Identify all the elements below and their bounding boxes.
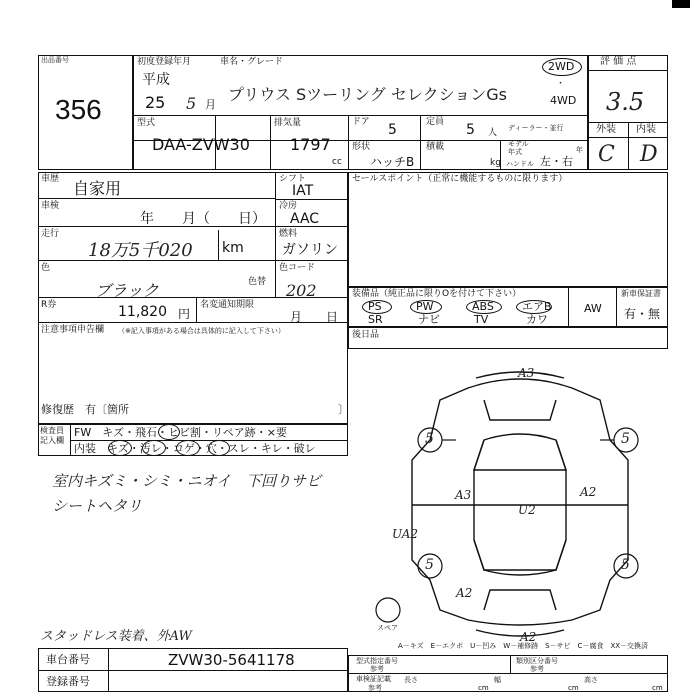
color-change-label: 色替 [248,277,267,287]
class-label: 類別区分番号 [516,657,558,665]
warranty-label: 新車保証書 [621,289,661,298]
equipment-label: 装備品（純正品に限りOを付けて下さい） [352,289,522,299]
model-code: DAA-ZVW30 [152,135,250,154]
remarks-note: （※記入事項がある場合は具体的に記入して下さい） [118,327,285,335]
mark-front-a3: A3 [518,366,535,380]
class-ref: 参考 [530,665,544,673]
kg-unit: kg [490,158,501,168]
width-label: 幅 [494,676,501,684]
color-code: 202 [286,281,317,300]
equip-ps: PS [368,300,382,313]
car-rear-window [474,540,566,570]
equip-airbag: エアB [522,300,552,313]
era: 平成 [142,72,170,88]
mark-left-a3: A3 [455,488,472,502]
width-cm: cm [568,684,579,692]
mark-roof-u2: U2 [518,503,536,517]
doors-label: ドア [352,117,370,127]
year-unit: 年 [576,146,583,154]
month-unit: 月 [205,98,216,111]
tire-fr-mark: 5 [621,431,630,447]
tire-rl-mark: 5 [425,557,434,573]
height-label: 高さ [584,676,598,684]
chassis-label: 車台番号 [46,653,90,666]
repair-close: 〕 [338,403,349,416]
handle-label: ハンドル [506,160,534,168]
yen-unit: 円 [178,307,191,321]
grade-header: 評 価 点 [600,56,637,67]
shaken-value: 年 月（ 日） [140,211,266,227]
ac-label: 冷房 [279,201,298,211]
remarks-label: 注意事項申告欄 [41,325,105,335]
warranty-value: 有・無 [624,307,661,321]
cert-dims-ref: 参考 [368,684,382,692]
exterior-grade: C [598,142,615,167]
color-code-label: 色コード [279,263,316,273]
chassis-number: ZVW30-5641178 [168,651,295,669]
fw-row: FW キズ・飛石・ヒビ割・リペア跡・×要 [74,426,287,439]
equip-navi: ナビ [418,313,440,326]
reg-num-label: 登録番号 [46,675,90,688]
equip-tv: TV [474,313,489,326]
mark-side-ua2: UA2 [392,527,419,541]
equip-aw: AW [584,302,602,315]
length-label: 長さ [404,676,418,684]
model-grade-label: 車名・グレード [220,57,284,67]
displacement: 1797 [290,135,331,154]
doors: 5 [388,122,397,138]
mark-rear-left-a2: A2 [456,586,473,600]
interior-grade: D [640,142,658,167]
capacity-label: 定員 [426,117,445,127]
history: 自家用 [73,179,122,198]
shift-label: シフト [279,174,307,184]
capacity-unit: 人 [488,128,498,138]
capacity: 5 [466,122,475,138]
inspector-comment-3: スタッドレス装着、外AW [40,629,192,644]
lot-label: 出品番号 [41,56,69,64]
lot-number: 356 [55,94,102,125]
load-label: 積載 [426,142,445,152]
recycle-label: R券 [41,300,57,310]
drive-dot: ・ [556,79,566,89]
color: ブラック [95,281,159,300]
exterior-label: 外装 [596,124,616,135]
equip-leather: カワ [526,313,548,326]
cert-dims-label: 車検証記載 [356,675,391,683]
mileage-label: 走行 [41,229,60,239]
reg-month: 5 [186,94,197,113]
mark-right-a2: A2 [580,485,597,499]
repair-history: 修復歴 有〔箇所 [41,403,129,416]
shift: IAT [292,183,314,199]
displacement-label: 排気量 [274,118,302,128]
shaken-label: 車検 [41,201,60,211]
inspector-comment-1: 室内キズミ・シミ・ニオイ 下回りサビ [52,472,321,490]
fuel: ガソリン [282,242,338,258]
body-label: 形状 [352,142,371,152]
tire-fl-mark: 5 [425,431,434,447]
score: 3.5 [606,88,645,116]
damage-legend: A－キズ E－エクボ U－凹み W－補修跡 S－サビ C－腐食 XX－交換済 [398,642,649,650]
recycle: 11,820 [118,304,167,320]
height-cm: cm [652,684,663,692]
type-label: 型式 [137,118,156,128]
drive-4wd: 4WD [550,94,577,107]
dealer-label: ディーラー・並行 [508,124,564,132]
km-unit: km [222,240,244,256]
length-cm: cm [478,684,489,692]
equip-pw: PW [416,300,434,313]
inspector-label: 検査員記入欄 [40,426,64,445]
spare-mark: スペア [377,624,398,632]
notice-value: 月 日 [290,310,339,324]
body-type: ハッチB [370,155,415,169]
model-grade: プリウス Sツーリング セレクションGs [228,85,507,104]
tire-rr-mark: 5 [621,557,630,573]
first-reg-label: 初度登録年月 [137,57,192,67]
cc-unit: cc [332,157,342,167]
post-install-label: 後日品 [352,330,380,340]
interior-row: 内装 キズ・汚レ・コゲ・穴・スレ・キレ・破レ [74,442,316,455]
corner-mark [672,0,690,8]
ac: AAC [290,211,320,227]
handle-value: 左・右 [540,155,573,168]
car-body-outline [412,379,628,625]
type-designation-label: 型式指定番号 [356,657,398,665]
mark-rear-a2: A2 [520,630,537,644]
notice-label: 名変通知期限 [200,300,255,310]
history-label: 車歴 [41,174,60,184]
sales-points-label: セールスポイント（正常に機能するものに限ります） [352,174,568,184]
interior-label: 内装 [636,124,656,135]
spare-tire-circle [376,598,400,622]
fuel-label: 燃料 [279,229,298,239]
equip-abs: ABS [472,300,494,313]
car-windshield [474,440,566,470]
mileage: 18万5千020 [88,240,193,261]
color-label: 色 [41,263,51,273]
model-year-label: モデル年式 [508,140,529,156]
reg-year: 25 [145,93,166,112]
drive-2wd: 2WD [548,60,575,73]
equip-sr: SR [368,313,383,326]
type-designation-ref: 参考 [370,665,384,673]
inspector-comment-2: シートヘタリ [52,497,143,515]
